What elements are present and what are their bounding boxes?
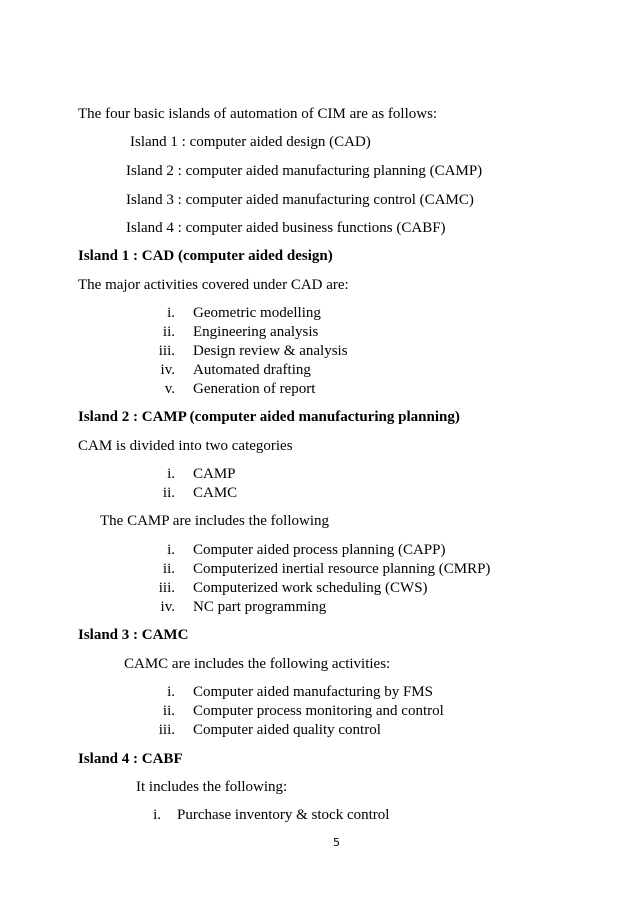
island-1-line: Island 1 : computer aided design (CAD) <box>130 134 371 150</box>
camp-heading: Island 2 : CAMP (computer aided manufacturing planning) <box>78 409 460 425</box>
camp-include-number: iv. <box>160 599 175 615</box>
cad-item-text: Automated drafting <box>193 362 311 378</box>
cad-item-text: Design review & analysis <box>193 343 348 359</box>
camc-item-number: i. <box>167 684 175 700</box>
intro-text: The four basic islands of automation of CIM are as follows: <box>78 106 438 122</box>
camc-item-text: Computer aided manufacturing by FMS <box>193 684 433 700</box>
camp-include-number: iii. <box>158 580 175 596</box>
camp-intro: CAM is divided into two categories <box>78 438 293 454</box>
camp-include-text: Computerized work scheduling (CWS) <box>193 580 428 596</box>
cad-item-number: v. <box>164 381 175 397</box>
cabf-intro: It includes the following: <box>136 779 288 795</box>
cad-heading: Island 1 : CAD (computer aided design) <box>78 248 333 264</box>
camp-category-number: i. <box>167 466 175 482</box>
cad-item-number: ii. <box>162 324 175 340</box>
page-number: 5 <box>333 836 340 849</box>
camc-item-number: ii. <box>162 703 175 719</box>
cabf-item-text: Purchase inventory & stock control <box>177 807 390 823</box>
cad-item-text: Geometric modelling <box>193 305 321 321</box>
camc-item-text: Computer process monitoring and control <box>193 703 444 719</box>
cad-item-number: iii. <box>158 343 175 359</box>
cad-item-number: i. <box>167 305 175 321</box>
island-4-line: Island 4 : computer aided business functions (CABF) <box>126 220 446 236</box>
cabf-item-number: i. <box>153 807 161 823</box>
camp-include-text: NC part programming <box>193 599 327 615</box>
camp-include-number: i. <box>167 542 175 558</box>
cad-item-text: Engineering analysis <box>193 324 319 340</box>
camc-item-number: iii. <box>158 722 175 738</box>
camp-category-text: CAMP <box>193 466 236 482</box>
camp-include-text: Computerized inertial resource planning (CMRP) <box>193 561 491 577</box>
camc-item-text: Computer aided quality control <box>193 722 381 738</box>
camp-category-number: ii. <box>162 485 175 501</box>
island-2-line: Island 2 : computer aided manufacturing planning (CAMP) <box>126 163 483 179</box>
cad-intro: The major activities covered under CAD are: <box>78 277 349 293</box>
camp-category-text: CAMC <box>193 485 238 501</box>
cad-item-number: iv. <box>160 362 175 378</box>
camp-includes-intro: The CAMP are includes the following <box>100 513 329 529</box>
cabf-heading: Island 4 : CABF <box>78 751 183 767</box>
camp-include-number: ii. <box>162 561 175 577</box>
island-3-line: Island 3 : computer aided manufacturing control (CAMC) <box>126 192 474 208</box>
camc-intro: CAMC are includes the following activities: <box>124 656 391 672</box>
cad-item-text: Generation of report <box>193 381 316 397</box>
camp-include-text: Computer aided process planning (CAPP) <box>193 542 446 558</box>
camc-heading: Island 3 : CAMC <box>78 627 189 643</box>
